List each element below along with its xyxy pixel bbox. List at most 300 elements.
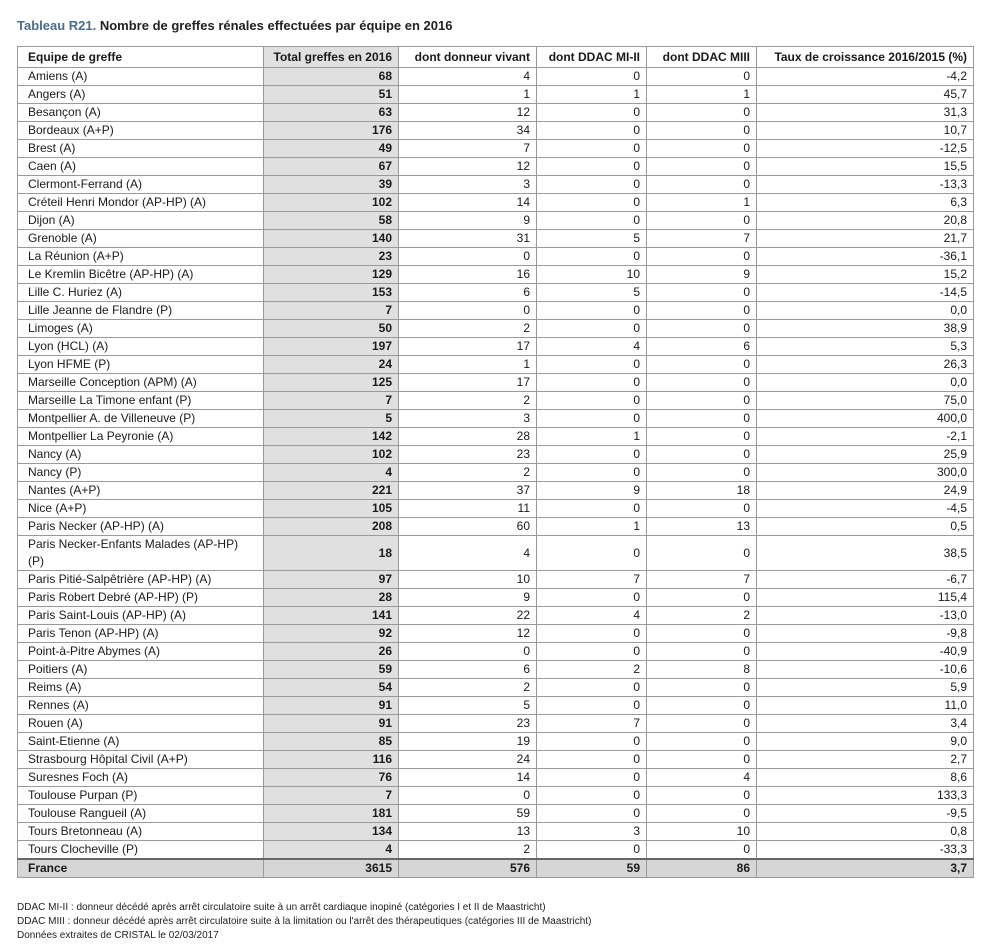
ddac-mi-ii-cell: 0 — [537, 194, 647, 212]
ddac-miii-cell: 0 — [647, 715, 757, 733]
living-donor-cell: 7 — [399, 140, 537, 158]
team-cell: Bordeaux (A+P) — [18, 122, 264, 140]
total-cell: 102 — [264, 194, 399, 212]
team-cell: Paris Necker (AP-HP) (A) — [18, 518, 264, 536]
growth-rate-cell: -12,5 — [757, 140, 974, 158]
team-cell: Lyon HFME (P) — [18, 356, 264, 374]
growth-rate-cell: 75,0 — [757, 392, 974, 410]
kidney-transplant-table — [17, 46, 974, 878]
total-cell: 51 — [264, 86, 399, 104]
growth-rate-cell: 9,0 — [757, 733, 974, 751]
team-cell: Paris Pitié-Salpêtrière (AP-HP) (A) — [18, 571, 264, 589]
ddac-mi-ii-cell: 1 — [537, 518, 647, 536]
table-row — [18, 841, 974, 860]
growth-rate-cell: 20,8 — [757, 212, 974, 230]
living-donor-cell: 60 — [399, 518, 537, 536]
table-row — [18, 320, 974, 338]
team-cell: La Réunion (A+P) — [18, 248, 264, 266]
living-donor-cell: 3 — [399, 410, 537, 428]
ddac-mi-ii-cell: 0 — [537, 104, 647, 122]
ddac-mi-ii-cell: 0 — [537, 68, 647, 86]
table-row — [18, 68, 974, 86]
total-cell: 23 — [264, 248, 399, 266]
living-donor-cell: 59 — [399, 805, 537, 823]
ddac-miii-cell: 0 — [647, 212, 757, 230]
ddac-miii-cell: 0 — [647, 320, 757, 338]
ddac-miii-cell: 0 — [647, 302, 757, 320]
growth-rate-cell: 0,5 — [757, 518, 974, 536]
ddac-mi-ii-cell: 0 — [537, 122, 647, 140]
total-cell: 142 — [264, 428, 399, 446]
total-cell: 102 — [264, 446, 399, 464]
team-cell: Caen (A) — [18, 158, 264, 176]
team-cell: Tours Clocheville (P) — [18, 841, 264, 860]
table-row — [18, 482, 974, 500]
ddac-mi-ii-cell: 0 — [537, 302, 647, 320]
table-row — [18, 176, 974, 194]
growth-rate-cell: 10,7 — [757, 122, 974, 140]
living-donor-cell: 1 — [399, 86, 537, 104]
ddac-miii-cell: 1 — [647, 86, 757, 104]
living-donor-cell: 14 — [399, 194, 537, 212]
team-cell: Suresnes Foch (A) — [18, 769, 264, 787]
table-row — [18, 679, 974, 697]
total-cell: 181 — [264, 805, 399, 823]
team-cell: Nice (A+P) — [18, 500, 264, 518]
growth-rate-cell: -13,3 — [757, 176, 974, 194]
ddac-mi-ii-cell: 1 — [537, 86, 647, 104]
living-donor-cell: 17 — [399, 374, 537, 392]
team-cell: Paris Necker-Enfants Malades (AP-HP) (P) — [18, 536, 264, 571]
growth-rate-cell: -4,5 — [757, 500, 974, 518]
team-cell: Nantes (A+P) — [18, 482, 264, 500]
ddac-mi-ii-cell: 0 — [537, 248, 647, 266]
ddac-mi-ii-cell: 7 — [537, 715, 647, 733]
table-row — [18, 733, 974, 751]
ddac-miii-cell: 0 — [647, 787, 757, 805]
header-growth-rate: Taux de croissance 2016/2015 (%) — [757, 47, 974, 68]
growth-rate-cell: -9,8 — [757, 625, 974, 643]
team-cell: Le Kremlin Bicêtre (AP-HP) (A) — [18, 266, 264, 284]
team-cell: Reims (A) — [18, 679, 264, 697]
living-donor-cell: 31 — [399, 230, 537, 248]
growth-rate-cell: -33,3 — [757, 841, 974, 860]
table-row — [18, 374, 974, 392]
living-donor-cell: 5 — [399, 697, 537, 715]
growth-rate-cell: 38,9 — [757, 320, 974, 338]
total-cell: 221 — [264, 482, 399, 500]
ddac-miii-cell: 7 — [647, 230, 757, 248]
table-row — [18, 661, 974, 679]
ddac-miii-cell: 0 — [647, 176, 757, 194]
table-row — [18, 194, 974, 212]
table-row — [18, 392, 974, 410]
table-row — [18, 122, 974, 140]
table-row — [18, 787, 974, 805]
living-donor-cell: 2 — [399, 464, 537, 482]
total-ddac-miii-cell: 86 — [647, 859, 757, 878]
table-row — [18, 446, 974, 464]
table-row — [18, 158, 974, 176]
living-donor-cell: 17 — [399, 338, 537, 356]
living-donor-cell: 4 — [399, 536, 537, 571]
living-donor-cell: 16 — [399, 266, 537, 284]
table-row — [18, 464, 974, 482]
growth-rate-cell: 38,5 — [757, 536, 974, 571]
ddac-mi-ii-cell: 4 — [537, 338, 647, 356]
total-cell: 5 — [264, 410, 399, 428]
growth-rate-cell: 2,7 — [757, 751, 974, 769]
growth-rate-cell: 21,7 — [757, 230, 974, 248]
total-cell: 105 — [264, 500, 399, 518]
growth-rate-cell: -13,0 — [757, 607, 974, 625]
total-ddac-mi-ii-cell: 59 — [537, 859, 647, 878]
growth-rate-cell: 31,3 — [757, 104, 974, 122]
living-donor-cell: 19 — [399, 733, 537, 751]
table-row — [18, 769, 974, 787]
ddac-mi-ii-cell: 10 — [537, 266, 647, 284]
total-cell: 141 — [264, 607, 399, 625]
team-cell: Angers (A) — [18, 86, 264, 104]
ddac-mi-ii-cell: 5 — [537, 284, 647, 302]
table-header-row — [18, 47, 974, 68]
ddac-miii-cell: 0 — [647, 374, 757, 392]
living-donor-cell: 0 — [399, 787, 537, 805]
table-row — [18, 607, 974, 625]
growth-rate-cell: 0,0 — [757, 374, 974, 392]
table-row — [18, 428, 974, 446]
growth-rate-cell: -10,6 — [757, 661, 974, 679]
total-cell: 7 — [264, 392, 399, 410]
total-cell: 92 — [264, 625, 399, 643]
ddac-miii-cell: 1 — [647, 194, 757, 212]
growth-rate-cell: 0,8 — [757, 823, 974, 841]
team-cell: Marseille La Timone enfant (P) — [18, 392, 264, 410]
table-row — [18, 302, 974, 320]
table-row — [18, 805, 974, 823]
total-cell: 140 — [264, 230, 399, 248]
total-total-cell: 3615 — [264, 859, 399, 878]
team-cell: Marseille Conception (APM) (A) — [18, 374, 264, 392]
ddac-mi-ii-cell: 0 — [537, 500, 647, 518]
table-row — [18, 643, 974, 661]
team-cell: Strasbourg Hôpital Civil (A+P) — [18, 751, 264, 769]
ddac-mi-ii-cell: 0 — [537, 464, 647, 482]
ddac-miii-cell: 0 — [647, 356, 757, 374]
growth-rate-cell: 24,9 — [757, 482, 974, 500]
team-cell: Besançon (A) — [18, 104, 264, 122]
living-donor-cell: 12 — [399, 104, 537, 122]
team-cell: Grenoble (A) — [18, 230, 264, 248]
table-row — [18, 248, 974, 266]
total-cell: 18 — [264, 536, 399, 571]
total-team-cell: France — [18, 859, 264, 878]
table-row — [18, 715, 974, 733]
growth-rate-cell: -14,5 — [757, 284, 974, 302]
living-donor-cell: 23 — [399, 446, 537, 464]
ddac-miii-cell: 0 — [647, 751, 757, 769]
total-cell: 197 — [264, 338, 399, 356]
growth-rate-cell: 8,6 — [757, 769, 974, 787]
total-cell: 208 — [264, 518, 399, 536]
ddac-mi-ii-cell: 1 — [537, 428, 647, 446]
growth-rate-cell: -36,1 — [757, 248, 974, 266]
team-cell: Créteil Henri Mondor (AP-HP) (A) — [18, 194, 264, 212]
ddac-miii-cell: 0 — [647, 643, 757, 661]
ddac-mi-ii-cell: 0 — [537, 446, 647, 464]
ddac-miii-cell: 0 — [647, 410, 757, 428]
ddac-mi-ii-cell: 0 — [537, 320, 647, 338]
growth-rate-cell: 11,0 — [757, 697, 974, 715]
growth-rate-cell: -2,1 — [757, 428, 974, 446]
ddac-mi-ii-cell: 3 — [537, 823, 647, 841]
total-cell: 39 — [264, 176, 399, 194]
table-row — [18, 518, 974, 536]
team-cell: Montpellier La Peyronie (A) — [18, 428, 264, 446]
ddac-miii-cell: 2 — [647, 607, 757, 625]
table-title — [17, 18, 452, 33]
ddac-mi-ii-cell: 0 — [537, 356, 647, 374]
footnotes — [17, 901, 591, 943]
team-cell: Limoges (A) — [18, 320, 264, 338]
growth-rate-cell: 6,3 — [757, 194, 974, 212]
ddac-mi-ii-cell: 0 — [537, 536, 647, 571]
ddac-mi-ii-cell: 0 — [537, 589, 647, 607]
total-row — [18, 859, 974, 878]
ddac-mi-ii-cell: 5 — [537, 230, 647, 248]
living-donor-cell: 11 — [399, 500, 537, 518]
ddac-miii-cell: 0 — [647, 805, 757, 823]
total-cell: 91 — [264, 697, 399, 715]
total-cell: 24 — [264, 356, 399, 374]
team-cell: Lille C. Huriez (A) — [18, 284, 264, 302]
ddac-mi-ii-cell: 0 — [537, 751, 647, 769]
team-cell: Paris Robert Debré (AP-HP) (P) — [18, 589, 264, 607]
ddac-mi-ii-cell: 0 — [537, 410, 647, 428]
growth-rate-cell: -4,2 — [757, 68, 974, 86]
total-cell: 28 — [264, 589, 399, 607]
growth-rate-cell: 45,7 — [757, 86, 974, 104]
ddac-mi-ii-cell: 4 — [537, 607, 647, 625]
ddac-mi-ii-cell: 0 — [537, 392, 647, 410]
header-team: Equipe de greffe — [18, 47, 264, 68]
ddac-miii-cell: 6 — [647, 338, 757, 356]
table-row — [18, 266, 974, 284]
ddac-mi-ii-cell: 0 — [537, 841, 647, 860]
total-cell: 58 — [264, 212, 399, 230]
ddac-mi-ii-cell: 0 — [537, 158, 647, 176]
growth-rate-cell: 26,3 — [757, 356, 974, 374]
total-cell: 63 — [264, 104, 399, 122]
ddac-miii-cell: 0 — [647, 841, 757, 860]
ddac-mi-ii-cell: 0 — [537, 769, 647, 787]
living-donor-cell: 9 — [399, 589, 537, 607]
living-donor-cell: 2 — [399, 841, 537, 860]
ddac-miii-cell: 0 — [647, 697, 757, 715]
living-donor-cell: 3 — [399, 176, 537, 194]
living-donor-cell: 12 — [399, 158, 537, 176]
ddac-miii-cell: 0 — [647, 625, 757, 643]
living-donor-cell: 14 — [399, 769, 537, 787]
total-cell: 49 — [264, 140, 399, 158]
growth-rate-cell: 133,3 — [757, 787, 974, 805]
growth-rate-cell: -40,9 — [757, 643, 974, 661]
total-cell: 67 — [264, 158, 399, 176]
ddac-miii-cell: 7 — [647, 571, 757, 589]
living-donor-cell: 23 — [399, 715, 537, 733]
ddac-miii-cell: 13 — [647, 518, 757, 536]
ddac-mi-ii-cell: 0 — [537, 374, 647, 392]
ddac-mi-ii-cell: 0 — [537, 643, 647, 661]
team-cell: Paris Saint-Louis (AP-HP) (A) — [18, 607, 264, 625]
living-donor-cell: 6 — [399, 661, 537, 679]
ddac-miii-cell: 0 — [647, 464, 757, 482]
ddac-mi-ii-cell: 7 — [537, 571, 647, 589]
table-label: Tableau R21. — [17, 18, 97, 33]
ddac-miii-cell: 0 — [647, 679, 757, 697]
total-cell: 85 — [264, 733, 399, 751]
ddac-miii-cell: 0 — [647, 733, 757, 751]
growth-rate-cell: -9,5 — [757, 805, 974, 823]
footnote-ddac-miii: DDAC MIII : donneur décédé après arrêt circulatoire suite à la limitation ou l'arrêt des thérapeutiques (catégories III de Maastricht) — [17, 916, 592, 927]
team-cell: Lille Jeanne de Flandre (P) — [18, 302, 264, 320]
footnote-ddac-mi-ii: DDAC MI-II : donneur décédé après arrêt circulatoire suite à un arrêt cardiaque inopiné (catégories I et II de Maastricht) — [17, 902, 546, 913]
ddac-miii-cell: 0 — [647, 140, 757, 158]
ddac-mi-ii-cell: 2 — [537, 661, 647, 679]
growth-rate-cell: 15,2 — [757, 266, 974, 284]
ddac-mi-ii-cell: 0 — [537, 212, 647, 230]
ddac-mi-ii-cell: 0 — [537, 787, 647, 805]
table-row — [18, 284, 974, 302]
ddac-miii-cell: 0 — [647, 446, 757, 464]
team-cell: Nancy (A) — [18, 446, 264, 464]
team-cell: Rouen (A) — [18, 715, 264, 733]
header-ddac-miii: dont DDAC MIII — [647, 47, 757, 68]
ddac-miii-cell: 0 — [647, 104, 757, 122]
living-donor-cell: 2 — [399, 392, 537, 410]
team-cell: Paris Tenon (AP-HP) (A) — [18, 625, 264, 643]
team-cell: Lyon (HCL) (A) — [18, 338, 264, 356]
table-row — [18, 140, 974, 158]
table-row — [18, 571, 974, 589]
total-growth-rate-cell: 3,7 — [757, 859, 974, 878]
table-row — [18, 356, 974, 374]
total-cell: 4 — [264, 464, 399, 482]
total-cell: 91 — [264, 715, 399, 733]
ddac-miii-cell: 8 — [647, 661, 757, 679]
ddac-miii-cell: 0 — [647, 68, 757, 86]
table-row — [18, 410, 974, 428]
table-row — [18, 338, 974, 356]
living-donor-cell: 37 — [399, 482, 537, 500]
ddac-mi-ii-cell: 0 — [537, 679, 647, 697]
ddac-miii-cell: 0 — [647, 536, 757, 571]
total-cell: 7 — [264, 787, 399, 805]
total-cell: 153 — [264, 284, 399, 302]
total-cell: 54 — [264, 679, 399, 697]
ddac-miii-cell: 18 — [647, 482, 757, 500]
total-cell: 176 — [264, 122, 399, 140]
living-donor-cell: 0 — [399, 643, 537, 661]
total-cell: 4 — [264, 841, 399, 860]
growth-rate-cell: 15,5 — [757, 158, 974, 176]
table-row — [18, 104, 974, 122]
total-cell: 97 — [264, 571, 399, 589]
ddac-miii-cell: 0 — [647, 500, 757, 518]
living-donor-cell: 0 — [399, 248, 537, 266]
table-title-text: Nombre de greffes rénales effectuées par équipe en 2016 — [96, 18, 453, 33]
total-cell: 26 — [264, 643, 399, 661]
total-living-donor-cell: 576 — [399, 859, 537, 878]
ddac-miii-cell: 0 — [647, 284, 757, 302]
living-donor-cell: 9 — [399, 212, 537, 230]
team-cell: Saint-Etienne (A) — [18, 733, 264, 751]
living-donor-cell: 28 — [399, 428, 537, 446]
growth-rate-cell: 3,4 — [757, 715, 974, 733]
growth-rate-cell: 5,9 — [757, 679, 974, 697]
table-row — [18, 697, 974, 715]
ddac-mi-ii-cell: 0 — [537, 805, 647, 823]
ddac-mi-ii-cell: 0 — [537, 733, 647, 751]
team-cell: Rennes (A) — [18, 697, 264, 715]
living-donor-cell: 2 — [399, 679, 537, 697]
living-donor-cell: 1 — [399, 356, 537, 374]
ddac-miii-cell: 0 — [647, 428, 757, 446]
table-row — [18, 212, 974, 230]
ddac-miii-cell: 9 — [647, 266, 757, 284]
growth-rate-cell: 300,0 — [757, 464, 974, 482]
total-cell: 134 — [264, 823, 399, 841]
team-cell: Dijon (A) — [18, 212, 264, 230]
ddac-mi-ii-cell: 9 — [537, 482, 647, 500]
ddac-mi-ii-cell: 0 — [537, 140, 647, 158]
growth-rate-cell: 25,9 — [757, 446, 974, 464]
total-cell: 76 — [264, 769, 399, 787]
growth-rate-cell: 0,0 — [757, 302, 974, 320]
ddac-miii-cell: 0 — [647, 158, 757, 176]
ddac-miii-cell: 0 — [647, 122, 757, 140]
ddac-mi-ii-cell: 0 — [537, 625, 647, 643]
ddac-miii-cell: 0 — [647, 248, 757, 266]
header-ddac-mi-ii: dont DDAC MI-II — [537, 47, 647, 68]
table-row — [18, 823, 974, 841]
team-cell: Toulouse Rangueil (A) — [18, 805, 264, 823]
total-cell: 129 — [264, 266, 399, 284]
team-cell: Amiens (A) — [18, 68, 264, 86]
team-cell: Brest (A) — [18, 140, 264, 158]
team-cell: Toulouse Purpan (P) — [18, 787, 264, 805]
total-cell: 116 — [264, 751, 399, 769]
living-donor-cell: 10 — [399, 571, 537, 589]
team-cell: Clermont-Ferrand (A) — [18, 176, 264, 194]
team-cell: Montpellier A. de Villeneuve (P) — [18, 410, 264, 428]
ddac-miii-cell: 10 — [647, 823, 757, 841]
total-cell: 68 — [264, 68, 399, 86]
living-donor-cell: 24 — [399, 751, 537, 769]
footnote-data-source: Données extraites de CRISTAL le 02/03/2017 — [17, 930, 219, 941]
team-cell: Tours Bretonneau (A) — [18, 823, 264, 841]
ddac-mi-ii-cell: 0 — [537, 176, 647, 194]
table-row — [18, 625, 974, 643]
ddac-miii-cell: 0 — [647, 589, 757, 607]
table-row — [18, 230, 974, 248]
living-donor-cell: 34 — [399, 122, 537, 140]
growth-rate-cell: 400,0 — [757, 410, 974, 428]
table-row — [18, 500, 974, 518]
header-total: Total greffes en 2016 — [264, 47, 399, 68]
ddac-miii-cell: 4 — [647, 769, 757, 787]
living-donor-cell: 6 — [399, 284, 537, 302]
